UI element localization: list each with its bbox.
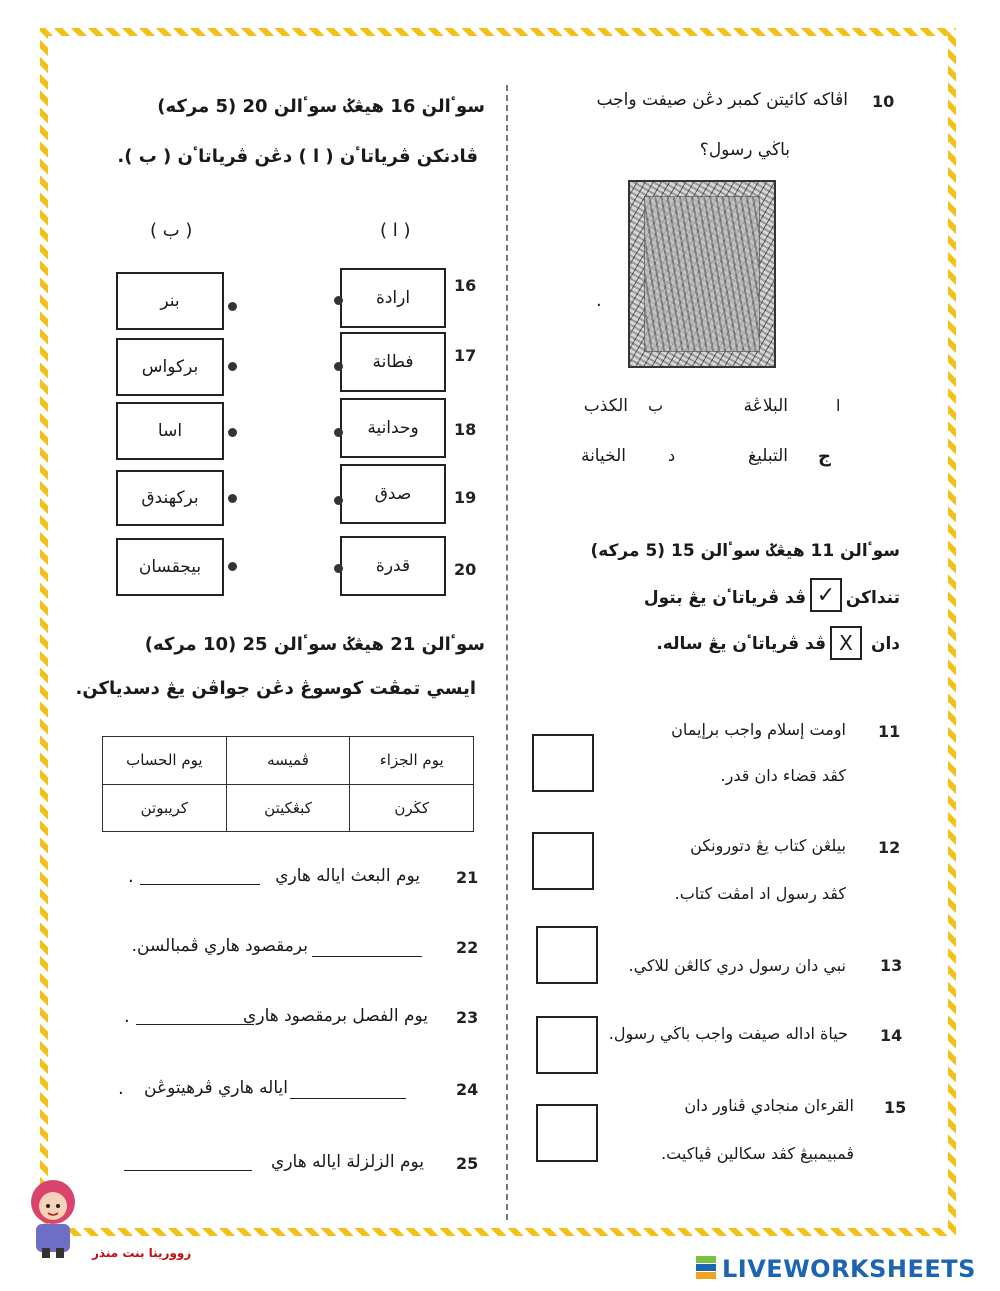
match-dot-b[interactable] — [228, 494, 237, 503]
match-dot-b[interactable] — [228, 362, 237, 371]
question-number: 25 — [456, 1154, 479, 1173]
question-number: 22 — [456, 938, 479, 957]
question-number: 24 — [456, 1080, 479, 1099]
answer-blank[interactable] — [140, 884, 260, 885]
instruction-line1-start: تنداكن — [845, 588, 900, 608]
match-dot-b[interactable] — [228, 428, 237, 437]
answer-blank[interactable] — [312, 956, 422, 957]
answer-box[interactable] — [532, 734, 594, 792]
statement-line1: القرءان منجادي ڤناور دان — [684, 1096, 854, 1115]
statement-line1: نبي دان رسول دري كالڠن للاكي. — [628, 956, 846, 975]
question-number: 10 — [872, 92, 895, 111]
match-item-b[interactable]: بركهندق — [116, 470, 224, 526]
word-bank-cell: كبڠكيتن — [226, 784, 350, 832]
match-item-b[interactable]: اسا — [116, 402, 224, 460]
instruction-line1-end: ڤد ڤرياتاٴن يڠ بتول — [643, 588, 806, 608]
answer-box[interactable] — [536, 1104, 598, 1162]
statement-line2: ڤمبيمبيڠ كڤد سكالين ڤياكيت. — [661, 1144, 854, 1163]
option-text: الخيانة — [580, 446, 626, 466]
match-dot-b[interactable] — [228, 302, 237, 311]
match-dot-a[interactable] — [334, 428, 343, 437]
statement-line1: بيلڠن كتاب يڠ دتورونكن — [690, 836, 846, 855]
instruction-line2-end: ڤد ڤرياتاٴن يڠ ساله. — [656, 634, 826, 654]
match-dot-a[interactable] — [334, 296, 343, 305]
match-dot-b[interactable] — [228, 562, 237, 571]
fill-instruction: ايسي تمڤت كوسوڠ دڠن جواڤن يڠ دسدياكن. — [75, 678, 476, 699]
match-dot-a[interactable] — [334, 362, 343, 371]
option-letter: ج — [818, 446, 831, 467]
section-heading-11-15: سوٴالن 11 هيڠݢ سوٴالن 15 (5 مركه) — [590, 541, 900, 561]
question-number: 21 — [456, 868, 479, 887]
sentence-end: . — [124, 1006, 130, 1027]
fill-blank-text: يوم البعث اياله هاري — [275, 866, 420, 886]
word-bank-cell: كريبوتن — [103, 784, 227, 832]
decorative-frame — [40, 28, 956, 1236]
question-number: 19 — [454, 488, 477, 507]
option-text: التبليغ — [748, 446, 788, 466]
option-letter: ا — [836, 396, 841, 415]
column-b-header: ( ب ) — [150, 220, 193, 241]
fill-blank-text: يوم الزلزلة اياله هاري — [271, 1152, 424, 1172]
option-letter: د — [668, 446, 676, 465]
q10-dot: . — [596, 290, 602, 311]
word-bank-cell: يوم الجزاء — [350, 737, 474, 785]
column-a-header: ( ا ) — [380, 220, 411, 241]
section-heading-16-20: سوٴالن 16 هيڠݢ سوٴالن 20 (5 مركه) — [157, 96, 485, 117]
instruction-line2-start: دان — [870, 634, 900, 654]
q10-line1: اڤاكه كائيتن كمبر دڠن صيفت واجب — [596, 90, 848, 110]
author-credit: زوورينا بنت منذر — [92, 1246, 192, 1260]
table-row — [103, 784, 474, 832]
question-number: 15 — [884, 1098, 907, 1117]
match-item-b[interactable]: بركواس — [116, 338, 224, 396]
match-item-a[interactable]: صدق — [340, 464, 446, 524]
tick-icon: ✓ — [810, 578, 842, 612]
answer-blank[interactable] — [290, 1098, 406, 1099]
sentence-end: . — [118, 1078, 124, 1099]
word-bank-cell: ڤميسه — [226, 737, 350, 785]
option-letter: ب — [648, 396, 664, 415]
match-item-a[interactable]: ارادة — [340, 268, 446, 328]
question-number: 12 — [878, 838, 901, 857]
fill-blank-text: يوم الفصل برمقصود هاري — [243, 1006, 428, 1026]
fill-blank-text: اياله هاري ڤرهيتوڠن — [144, 1078, 288, 1098]
statement-line2: كڤد رسول اد امڤت كتاب. — [674, 884, 846, 903]
question-number: 16 — [454, 276, 477, 295]
liveworksheets-logo[interactable]: LIVEWORKSHEETS — [722, 1255, 976, 1283]
match-dot-a[interactable] — [334, 496, 343, 505]
option-text: البلاڠة — [743, 396, 788, 416]
word-bank-cell: يوم الحساب — [103, 737, 227, 785]
question-number: 14 — [880, 1026, 903, 1045]
liveworksheets-logo-icon — [696, 1256, 716, 1280]
match-item-a[interactable]: قدرة — [340, 536, 446, 596]
matching-instruction: ڤادنكن ڤرياتاٴن ( ا ) دڠن ڤرياتاٴن ( ب ). — [117, 146, 478, 167]
match-item-b[interactable]: بنر — [116, 272, 224, 330]
q10-line2: باڬي رسول؟ — [699, 140, 790, 160]
avatar — [24, 1176, 82, 1260]
match-item-a[interactable]: وحدانية — [340, 398, 446, 458]
answer-blank[interactable] — [124, 1170, 252, 1171]
section-heading-21-25: سوٴالن 21 هيڠݢ سوٴالن 25 (10 مركه) — [144, 634, 485, 655]
match-item-a[interactable]: فطانة — [340, 332, 446, 392]
match-item-b[interactable]: بيجقسان — [116, 538, 224, 596]
answer-box[interactable] — [536, 1016, 598, 1074]
question-number: 11 — [878, 722, 901, 741]
word-bank-table — [102, 736, 474, 832]
answer-box[interactable] — [532, 832, 594, 890]
question-number: 17 — [454, 346, 477, 365]
column-divider — [506, 85, 508, 1220]
table-row — [103, 737, 474, 785]
cross-icon: X — [830, 626, 862, 660]
question-number: 23 — [456, 1008, 479, 1027]
question-photo — [628, 180, 776, 368]
statement-line1: اومت إسلام واجب برإيمان — [671, 720, 846, 739]
word-bank-cell: كڬرن — [350, 784, 474, 832]
answer-box[interactable] — [536, 926, 598, 984]
question-number: 13 — [880, 956, 903, 975]
option-text: الكذب — [583, 396, 628, 416]
sentence-end: . — [128, 866, 134, 887]
question-number: 20 — [454, 560, 477, 579]
fill-blank-text: برمقصود هاري ڤمبالسن. — [131, 936, 308, 956]
statement-line2: كڤد قضاء دان قدر. — [720, 766, 846, 785]
question-number: 18 — [454, 420, 477, 439]
answer-blank[interactable] — [136, 1024, 254, 1025]
match-dot-a[interactable] — [334, 564, 343, 573]
statement-line1: حياة اداله صيفت واجب باڬي رسول. — [608, 1024, 848, 1043]
